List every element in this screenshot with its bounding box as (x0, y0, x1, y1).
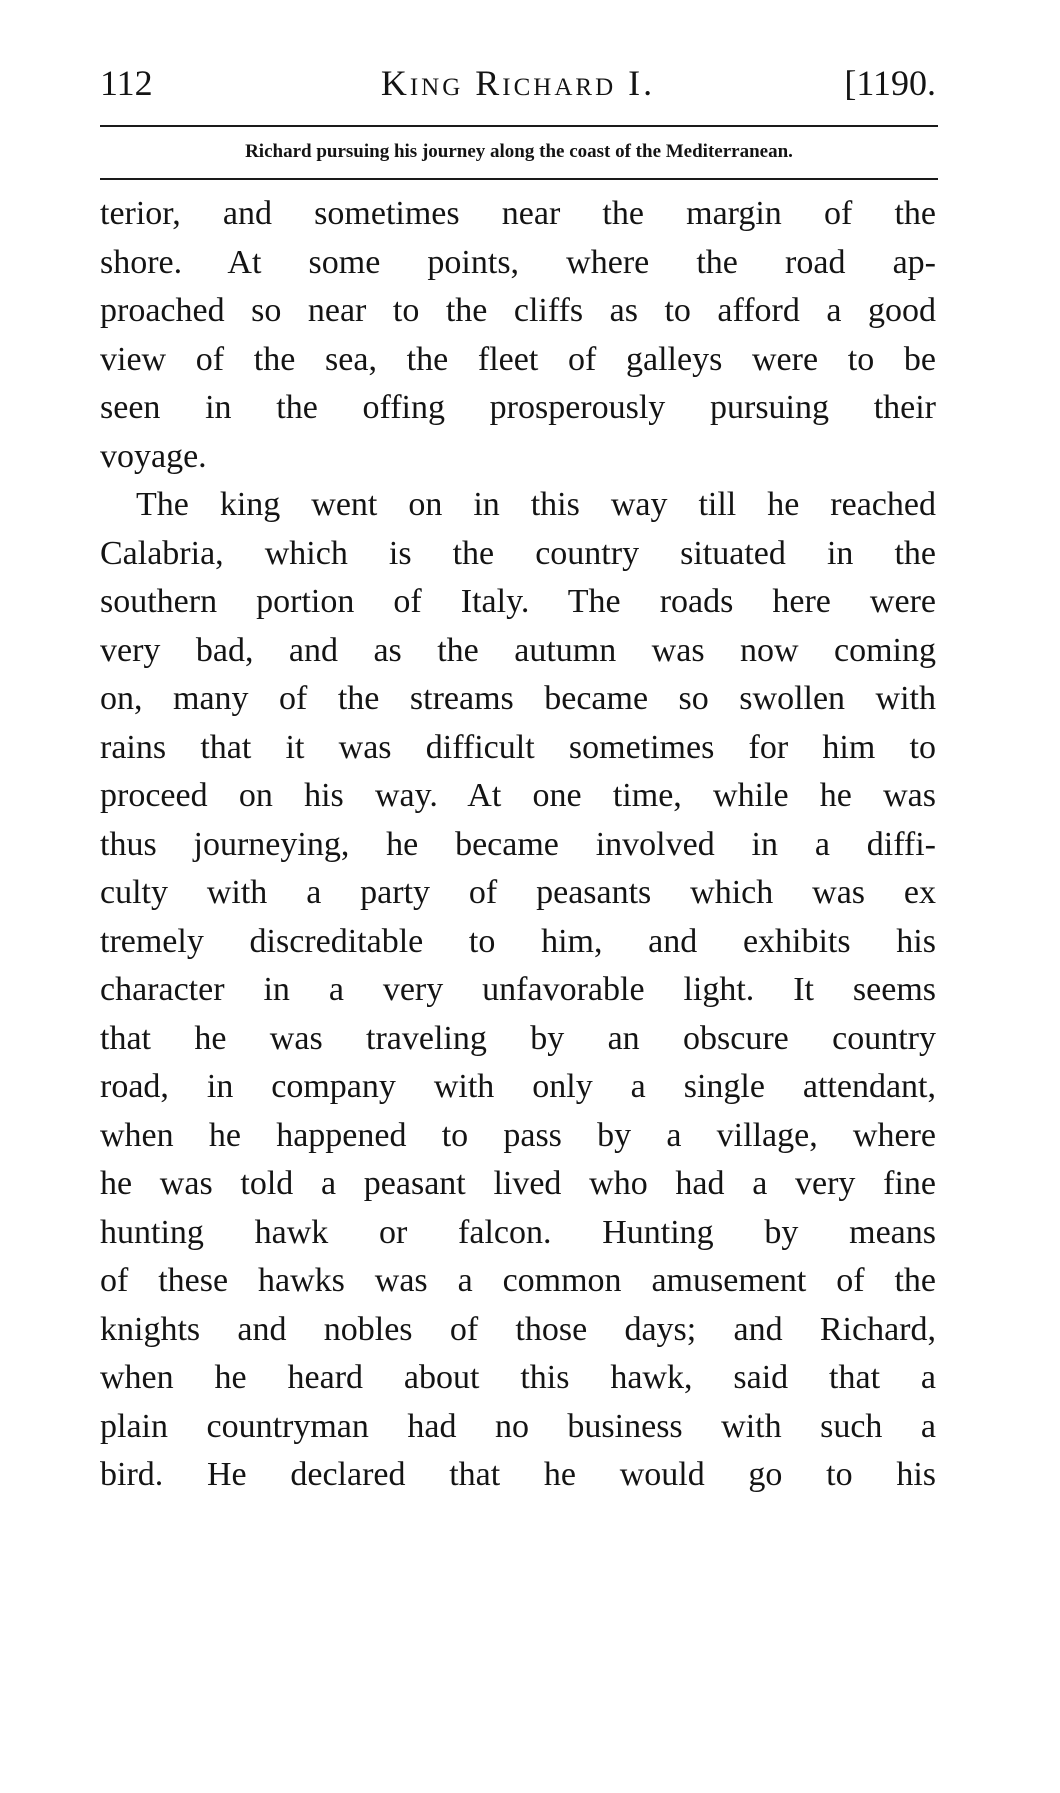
paragraph-first-line: The king went on in this way till he reached (136, 486, 936, 523)
text-line: shore. At some points, where the road ap- (100, 243, 936, 281)
text-line: on, many of the streams became so swollen with (100, 680, 936, 717)
text-line: culty with a party of peasants which was ex (100, 874, 936, 911)
text-line: of these hawks was a common amusement of the (100, 1262, 936, 1299)
text-line: road, in company with only a single attendant, (100, 1068, 936, 1105)
text-line: plain countryman had no business with such a (100, 1407, 936, 1445)
text-line: tremely discreditable to him, and exhibits his (100, 922, 936, 960)
text-line: Calabria, which is the country situated in the (100, 534, 936, 572)
text-line: terior, and sometimes near the margin of the (100, 195, 936, 232)
text-line: seen in the offing prosperously pursuing their (100, 389, 936, 426)
text-line: proached so near to the cliffs as to afford a good (100, 292, 936, 329)
text-line: when he heard about this hawk, said that a (100, 1359, 936, 1396)
text-line: hunting hawk or falcon. Hunting by means (100, 1213, 936, 1251)
text-line: character in a very unfavorable light. It seems (100, 971, 936, 1008)
running-title: King Richard I. (380, 63, 656, 103)
text-line: view of the sea, the fleet of galleys were to be (100, 340, 936, 378)
text-line: that he was traveling by an obscure country (100, 1019, 936, 1057)
text-line: rains that it was difficult sometimes for him to (100, 728, 936, 766)
running-head (100, 58, 936, 108)
text-line: voyage. (100, 437, 207, 475)
header-rule-top (100, 125, 938, 127)
body-text (100, 190, 936, 1500)
text-line: bird. He declared that he would go to his (100, 1456, 936, 1493)
text-line: when he happened to pass by a village, where (100, 1116, 936, 1154)
text-line: thus journeying, he became involved in a diffi- (100, 825, 936, 863)
header-rule-bottom (100, 178, 938, 180)
text-line: he was told a peasant lived who had a very fine (100, 1165, 936, 1202)
text-line: southern portion of Italy. The roads here were (100, 583, 936, 620)
running-year: [1190. (844, 63, 936, 103)
page-number: 112 (100, 63, 153, 103)
page-subheading: Richard pursuing his journey along the coast of the Mediterranean. (245, 141, 793, 162)
text-line: knights and nobles of those days; and Richard, (100, 1310, 936, 1348)
text-line: very bad, and as the autumn was now coming (100, 631, 936, 669)
text-line: proceed on his way. At one time, while he was (100, 777, 936, 814)
